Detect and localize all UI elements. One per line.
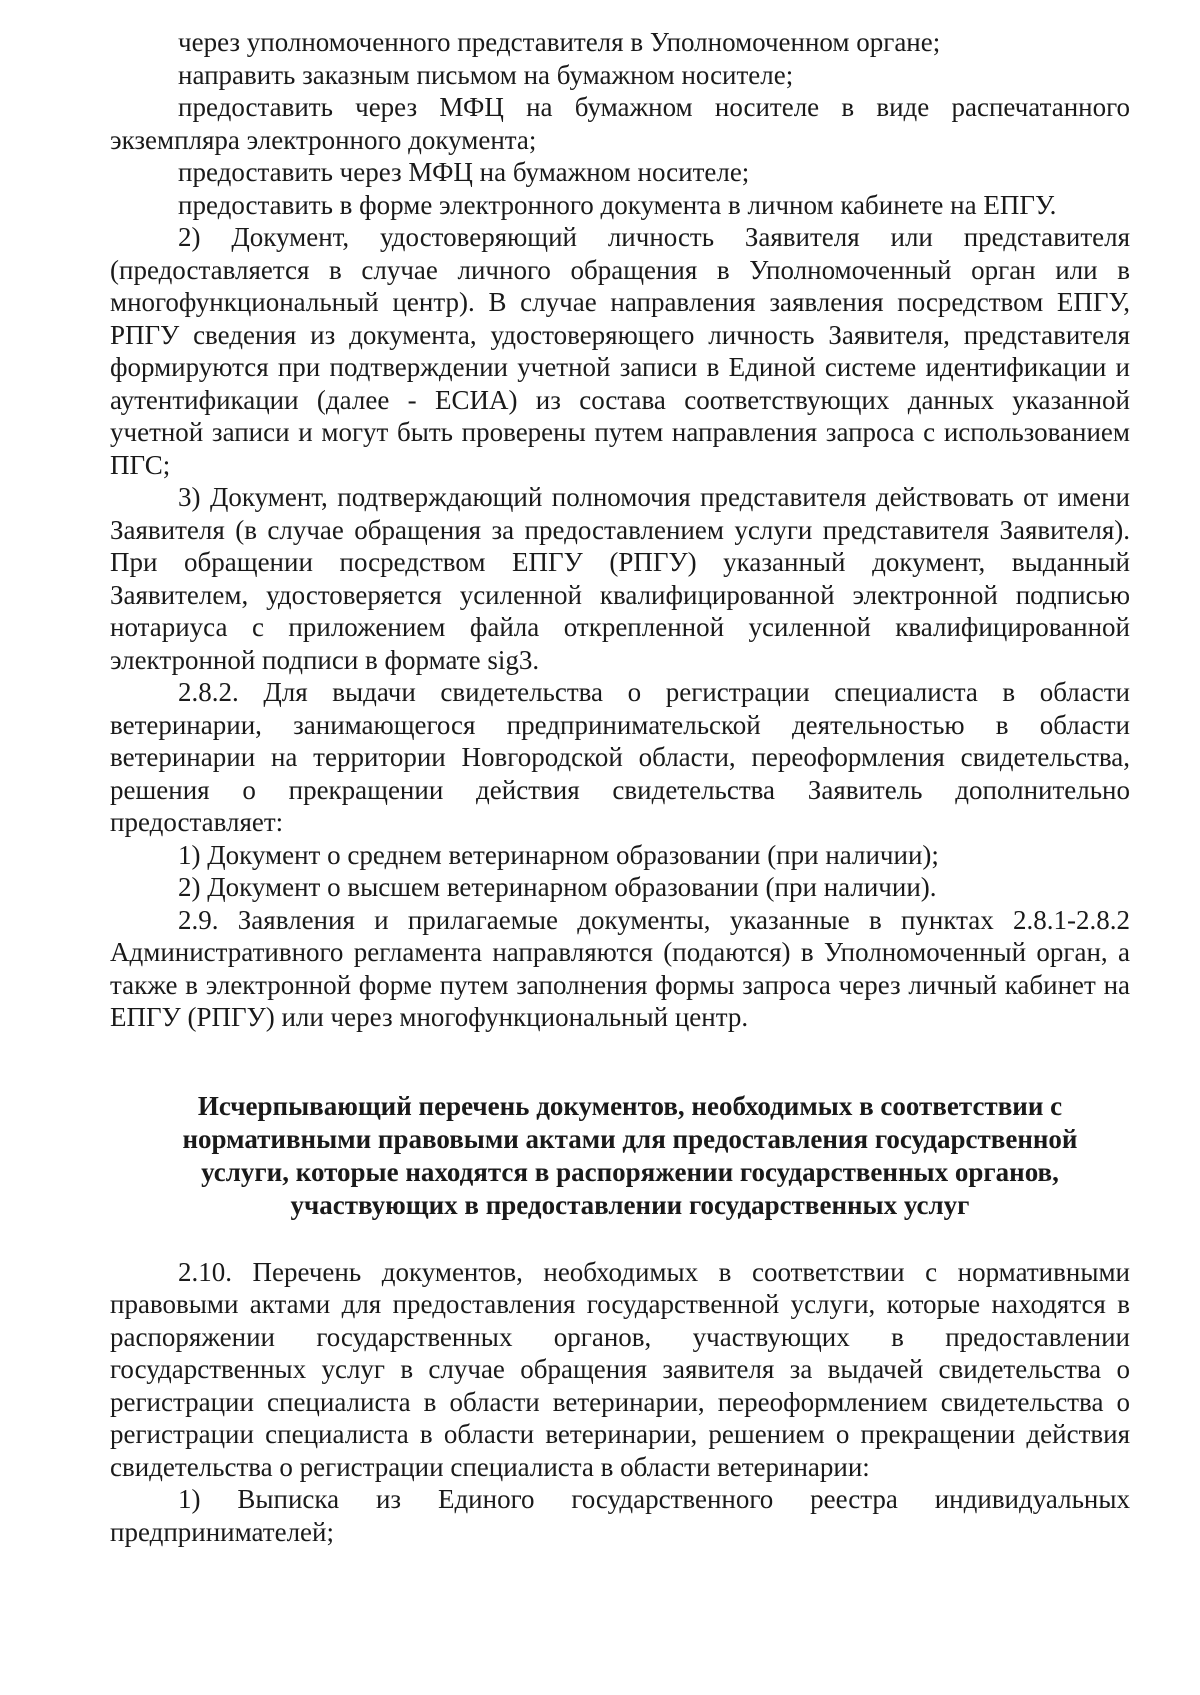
paragraph: через уполномоченного представителя в Уполномоченном органе; (178, 27, 941, 57)
paragraph: 2.8.2. Для выдачи свидетельства о регистрации специалиста в области ветеринарии, занимающегося предпринимательской деятельностью в области ветеринарии на территории Новгородской области, переоформления свидетельства, решения о прекращении действия свидетельства Заявитель дополнительно предоставляет: (110, 677, 1130, 837)
paragraph: 2.9. Заявления и прилагаемые документы, указанные в пунктах 2.8.1-2.8.2 Административного регламента направляются (подаются) в Уполномоченный орган, а также в электронной форме путем заполнения формы запроса через личный кабинет на ЕПГУ (РПГУ) или через многофункциональный центр. (110, 904, 1130, 1032)
document-page (110, 26, 1130, 1548)
heading-line: Исчерпывающий перечень документов, необходимых в соответствии с (197, 1090, 1063, 1121)
paragraph: 3) Документ, подтверждающий полномочия представителя действовать от имени Заявителя (в случае обращения за предоставлением услуги представителя Заявителя). При обращении посредством ЕПГУ (РПГУ) указанный документ, выданный Заявителем, удостоверяется усиленной квалифицированной электронной подписью нотариуса с приложением файла открепленной усиленной квалифицированной электронной подписи в формате sig3. (110, 482, 1130, 675)
paragraph: 2) Документ о высшем ветеринарном образовании (при наличии). (178, 872, 937, 902)
paragraph: направить заказным письмом на бумажном носителе; (178, 59, 794, 90)
paragraph: предоставить через МФЦ на бумажном носителе в виде распечатанного экземпляра электронного документа; (110, 92, 1130, 155)
heading-line: участвующих в предоставлении государственных услуг (290, 1189, 970, 1220)
paragraph: предоставить через МФЦ на бумажном носителе; (178, 157, 750, 187)
heading-line: услуги, которые находятся в распоряжении государственных органов, (201, 1156, 1059, 1187)
paragraph: 2) Документ, удостоверяющий личность Заявителя или представителя (предоставляется в случае личного обращения в Уполномоченный орган или в многофункциональный центр). В случае направления заявления посредством ЕПГУ, РПГУ сведения из документа, удостоверяющего личность Заявителя, представителя формируются при подтверждении учетной записи в Единой системе идентификации и аутентификации (далее - ЕСИА) из состава соответствующих данных указанной учетной записи и могут быть проверены путем направления запроса с использованием ПГС; (110, 222, 1130, 480)
paragraph: предоставить в форме электронного документа в личном кабинете на ЕПГУ. (178, 189, 1057, 220)
heading-line: нормативными правовыми актами для предоставления государственной (182, 1123, 1078, 1154)
paragraph: 1) Выписка из Единого государственного реестра индивидуальных предпринимателей; (110, 1484, 1130, 1547)
section-heading (110, 1090, 1130, 1222)
paragraph: 2.10. Перечень документов, необходимых в соответствии с нормативными правовыми актами для предоставления государственной услуги, которые находятся в распоряжении государственных органов, участвующих в предоставлении государственных услуг в случае обращения заявителя за выдачей свидетельства о регистрации специалиста в области ветеринарии, переоформлением свидетельства о регистрации специалиста в области ветеринарии, решением о прекращении действия свидетельства о регистрации специалиста в области ветеринарии: (110, 1256, 1130, 1482)
paragraph: 1) Документ о среднем ветеринарном образовании (при наличии); (178, 839, 939, 870)
